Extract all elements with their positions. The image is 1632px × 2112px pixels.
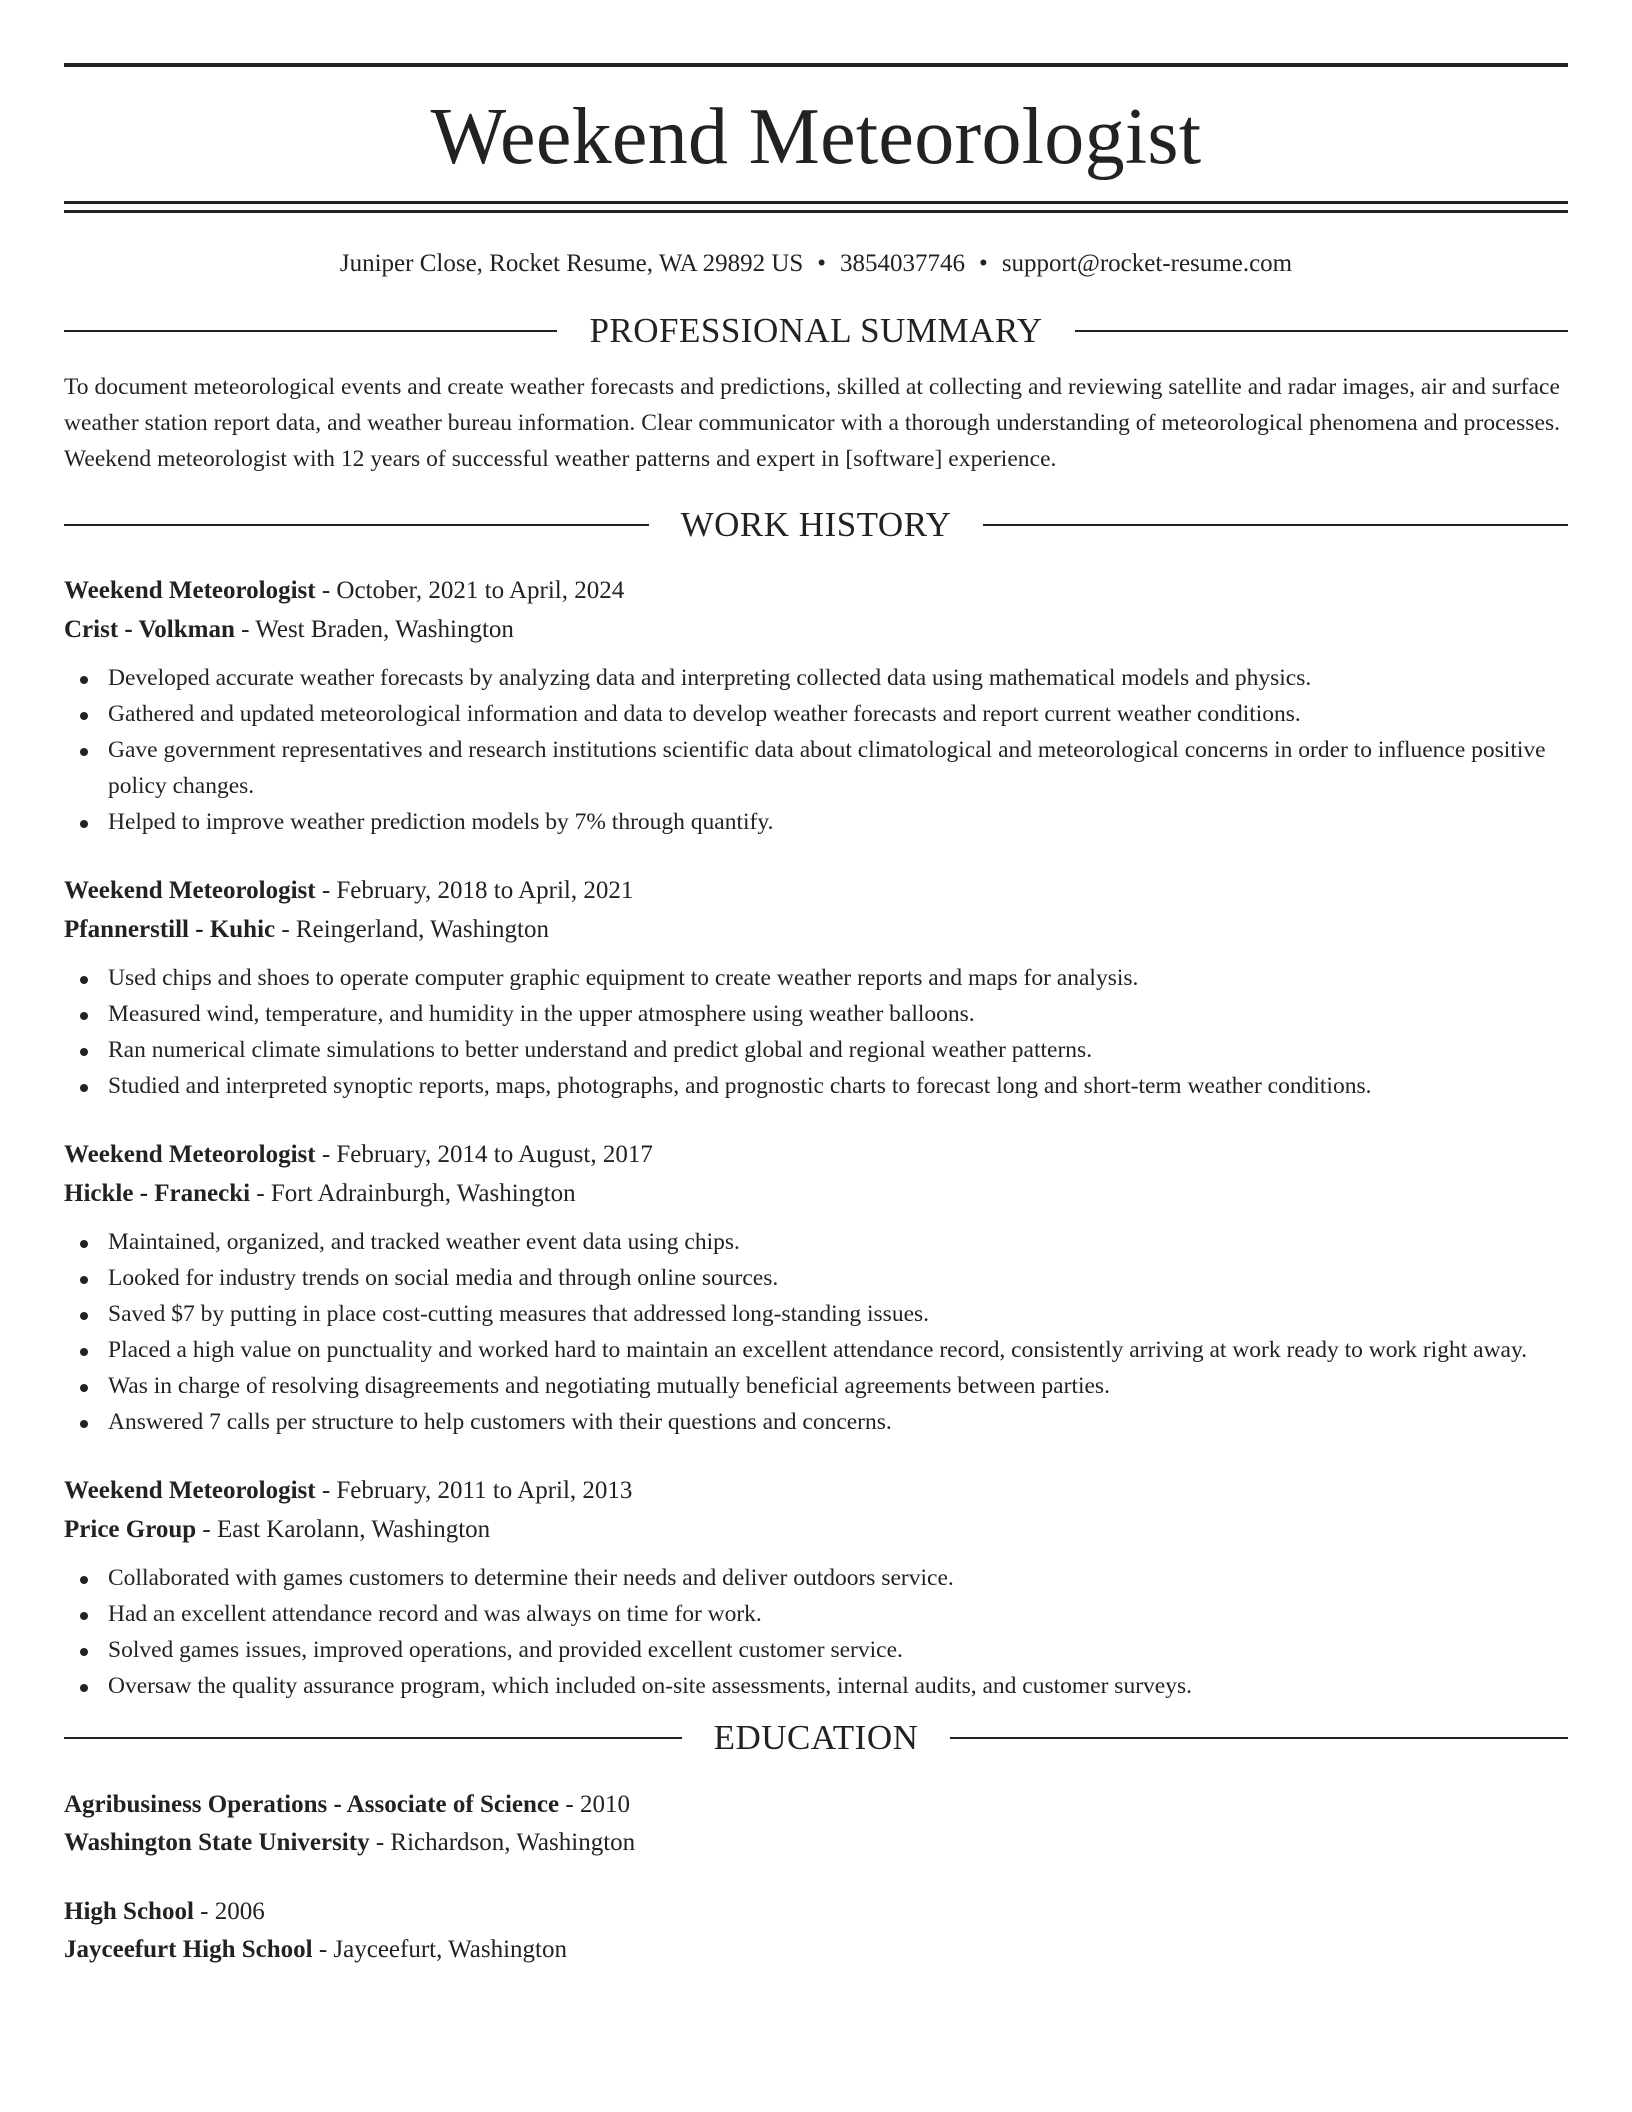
bullet-icon	[80, 1312, 88, 1320]
list-item	[64, 996, 1568, 1032]
education-school-line	[64, 1931, 1568, 1969]
education-section-heading	[64, 1716, 1568, 1760]
work-section-heading	[64, 503, 1568, 547]
contact-separator: •	[817, 250, 827, 277]
bullet-icon	[80, 1612, 88, 1620]
bullet-icon	[80, 1420, 88, 1428]
job-location: - Reingerland, Washington	[275, 916, 549, 943]
list-item	[64, 1668, 1568, 1704]
bullet-text: Placed a high value on punctuality and worked hard to maintain an excellent attendance record, consistently arriving at work ready to work right away.	[108, 1337, 1528, 1363]
job-entry	[64, 1471, 1568, 1704]
list-item	[64, 1032, 1568, 1068]
bullet-text: Studied and interpreted synoptic reports, maps, photographs, and prognostic charts to forecast long and short-term weather conditions.	[108, 1073, 1372, 1099]
name-double-rule	[64, 201, 1568, 213]
education-degree: High School	[64, 1898, 194, 1925]
bullet-icon	[80, 1576, 88, 1584]
list-item	[64, 660, 1568, 696]
job-company-line	[64, 910, 1568, 949]
education-school-line	[64, 1824, 1568, 1862]
bullet-icon	[80, 748, 88, 756]
job-company: Price Group	[64, 1516, 197, 1543]
bullet-icon	[80, 1240, 88, 1248]
job-title-line	[64, 1135, 1568, 1174]
bullet-icon	[80, 1384, 88, 1392]
list-item	[64, 804, 1568, 840]
bullet-icon	[80, 976, 88, 984]
job-dates: - February, 2011 to April, 2013	[315, 1477, 633, 1504]
bullet-text: Collaborated with games customers to determine their needs and deliver outdoors service.	[108, 1565, 954, 1591]
job-title-line	[64, 1471, 1568, 1510]
education-degree: Agribusiness Operations - Associate of Science	[64, 1791, 560, 1818]
list-item	[64, 1368, 1568, 1404]
list-item	[64, 1560, 1568, 1596]
work-section-title: WORK HISTORY	[680, 505, 952, 544]
summary-text: To document meteorological events and create weather forecasts and predictions, skilled at collecting and reviewing satellite and radar images, air and surface weather station report data, and weather bureau information. Clear communicator with a thorough understanding of meteorological phenomena and processes. Weekend meteorologist with 12 years of successful weather patterns and expert in [software] experience.	[64, 374, 1561, 472]
bullet-text: Had an excellent attendance record and was always on time for work.	[108, 1601, 762, 1627]
education-school: Jayceefurt High School	[64, 1936, 313, 1963]
bullet-icon	[80, 1276, 88, 1284]
job-company-line	[64, 1174, 1568, 1213]
summary-section-heading	[64, 309, 1568, 353]
heading-rule-right	[983, 524, 1568, 526]
bullet-text: Looked for industry trends on social media and through online sources.	[108, 1265, 779, 1291]
job-location: - East Karolann, Washington	[196, 1516, 491, 1543]
heading-rule-right	[1075, 330, 1568, 332]
education-entry	[64, 1786, 1568, 1862]
bullet-text: Saved $7 by putting in place cost-cutting measures that addressed long-standing issues.	[108, 1301, 930, 1327]
job-title-line	[64, 571, 1568, 610]
contact-email: support@rocket-resume.com	[1001, 250, 1293, 277]
job-dates: - February, 2014 to August, 2017	[315, 1141, 653, 1168]
education-section-title: EDUCATION	[713, 1718, 919, 1757]
bullet-icon	[80, 1048, 88, 1056]
job-title-line	[64, 871, 1568, 910]
education-location: - Jayceefurt, Washington	[312, 1936, 567, 1963]
bullet-icon	[80, 1348, 88, 1356]
job-entry	[64, 571, 1568, 840]
education-entry	[64, 1893, 1568, 1969]
job-position: Weekend Meteorologist	[64, 1141, 316, 1168]
list-item	[64, 1332, 1568, 1368]
job-company: Pfannerstill - Kuhic	[64, 916, 276, 943]
job-bullets	[64, 1224, 1568, 1440]
job-position: Weekend Meteorologist	[64, 577, 316, 604]
bullet-text: Used chips and shoes to operate computer graphic equipment to create weather reports and maps for analysis.	[108, 965, 1139, 991]
education-year: - 2006	[193, 1898, 265, 1925]
contact-separator: •	[979, 250, 988, 277]
contact-line	[64, 249, 1568, 279]
bullet-icon	[80, 676, 88, 684]
bullet-text: Ran numerical climate simulations to better understand and predict global and regional weather patterns.	[108, 1037, 1093, 1063]
list-item	[64, 1596, 1568, 1632]
job-bullets	[64, 660, 1568, 840]
job-company-line	[64, 1510, 1568, 1549]
bullet-icon	[80, 712, 88, 720]
list-item	[64, 1224, 1568, 1260]
bullet-text: Gathered and updated meteorological information and data to develop weather forecasts and report current weather conditions.	[108, 701, 1301, 727]
job-dates: - October, 2021 to April, 2024	[315, 577, 625, 604]
job-company: Crist - Volkman	[64, 616, 235, 643]
list-item	[64, 1068, 1568, 1104]
bullet-icon	[80, 1084, 88, 1092]
education-degree-line	[64, 1786, 1568, 1824]
heading-rule-left	[64, 524, 649, 526]
heading-rule-right	[950, 1737, 1568, 1739]
contact-phone: 3854037746	[840, 250, 966, 277]
bullet-icon	[80, 820, 88, 828]
job-entry	[64, 1135, 1568, 1440]
bullet-text: Developed accurate weather forecasts by analyzing data and interpreting collected data using mathematical models and physics.	[108, 665, 1312, 691]
job-position: Weekend Meteorologist	[64, 877, 316, 904]
list-item	[64, 1296, 1568, 1332]
bullet-icon	[80, 1684, 88, 1692]
bullet-text: Measured wind, temperature, and humidity in the upper atmosphere using weather balloons.	[108, 1001, 975, 1027]
bullet-text: Answered 7 calls per structure to help customers with their questions and concerns.	[108, 1409, 892, 1435]
summary-section-title: PROFESSIONAL SUMMARY	[589, 311, 1043, 350]
heading-rule-left	[64, 1737, 682, 1739]
list-item	[64, 960, 1568, 996]
education-degree-line	[64, 1893, 1568, 1931]
list-item	[64, 696, 1568, 732]
bullet-text: Oversaw the quality assurance program, which included on-site assessments, internal audits, and customer surveys.	[108, 1673, 1192, 1699]
education-year: - 2010	[559, 1791, 630, 1818]
job-location: - West Braden, Washington	[234, 616, 514, 643]
job-company: Hickle - Franecki	[64, 1180, 251, 1207]
job-bullets	[64, 960, 1568, 1104]
job-entry	[64, 871, 1568, 1104]
top-rule	[64, 63, 1568, 67]
heading-rule-left	[64, 330, 557, 332]
list-item	[64, 1260, 1568, 1296]
bullet-text: Was in charge of resolving disagreements and negotiating mutually beneficial agreements between parties.	[108, 1373, 1110, 1399]
contact-address: Juniper Close, Rocket Resume, WA 29892 US	[339, 250, 804, 277]
bullet-text: Solved games issues, improved operations, and provided excellent customer service.	[108, 1637, 903, 1663]
job-location: - Fort Adrainburgh, Washington	[250, 1180, 576, 1207]
education-school: Washington State University	[64, 1829, 370, 1856]
bullet-text: Gave government representatives and research institutions scientific data about climatological and meteorological concerns in order to influence positive policy changes.	[108, 737, 1546, 799]
list-item	[64, 732, 1568, 804]
bullet-text: Maintained, organized, and tracked weather event data using chips.	[108, 1229, 740, 1255]
bullet-text: Helped to improve weather prediction models by 7% through quantify.	[108, 809, 774, 835]
job-company-line	[64, 610, 1568, 649]
list-item	[64, 1632, 1568, 1668]
list-item	[64, 1404, 1568, 1440]
bullet-icon	[80, 1648, 88, 1656]
job-dates: - February, 2018 to April, 2021	[315, 877, 634, 904]
job-bullets	[64, 1560, 1568, 1704]
bullet-icon	[80, 1012, 88, 1020]
job-position: Weekend Meteorologist	[64, 1477, 316, 1504]
education-location: - Richardson, Washington	[369, 1829, 636, 1856]
resume-name: Weekend Meteorologist	[430, 93, 1202, 181]
